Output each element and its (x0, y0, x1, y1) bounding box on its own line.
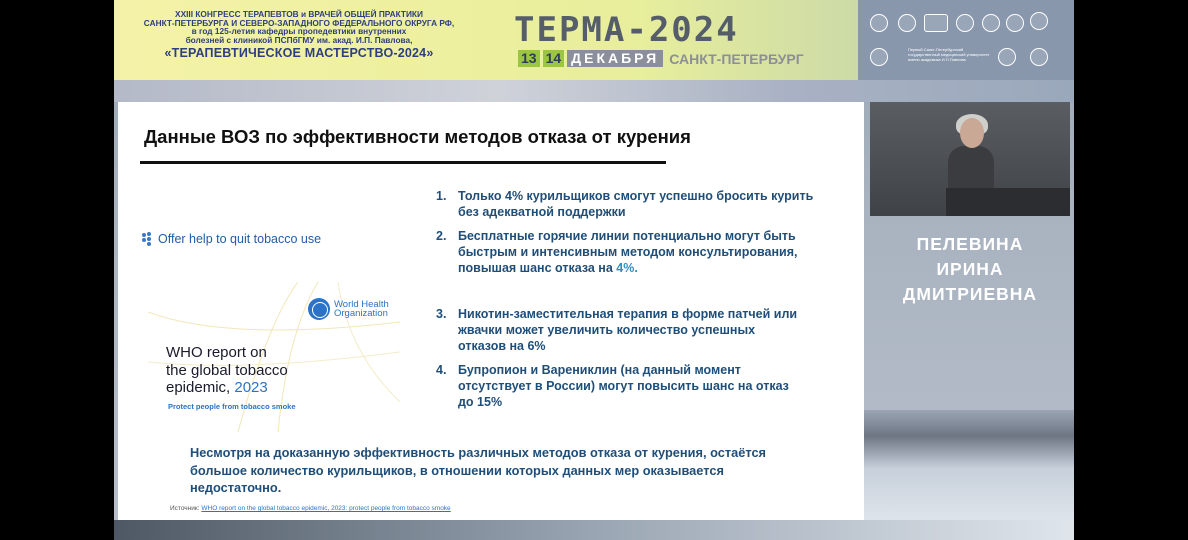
offer-help-banner (142, 232, 321, 246)
event-dates (518, 50, 804, 67)
congress-line: САНКТ-ПЕТЕРБУРГА И СЕВЕРО-ЗАПАДНОГО ФЕДЕРАЛЬНОГО ОКРУГА РФ, (143, 17, 455, 28)
speaker-name-line: ПЕЛЕВИНА (916, 234, 1024, 254)
congress-info (134, 10, 464, 60)
conclusion-text (190, 444, 810, 497)
who-dots-icon (142, 232, 152, 246)
list-item (436, 188, 813, 220)
conclusion-line: недостаточно. (190, 480, 282, 495)
list-text (458, 228, 797, 276)
who-name (334, 300, 389, 319)
list-text (458, 362, 789, 410)
who-report-cover (148, 282, 400, 432)
list-number: 1. (436, 189, 447, 203)
list-line: отказов на 6% (458, 339, 546, 353)
speaker-name-line: ДМИТРИЕВНА (902, 284, 1038, 304)
list-item (436, 362, 789, 410)
report-title-line: WHO report on (166, 344, 267, 361)
list-line: повышая шанс отказа на (458, 261, 617, 275)
partner-logo-icon (1030, 48, 1048, 66)
podium (946, 188, 1070, 216)
list-line: жвачки может увеличить количество успешных (458, 323, 756, 337)
list-line: до 15% (458, 395, 503, 409)
conclusion-line: Несмотря на доказанную эффективность различных методов отказа от курения, остаётся (190, 445, 767, 460)
list-number: 4. (436, 363, 447, 377)
source-label: Источник: (170, 505, 202, 512)
title-underline (140, 161, 666, 164)
source-citation (170, 505, 451, 512)
partner-logo-icon (956, 14, 974, 32)
who-logo (308, 298, 389, 320)
highlight-value: 4%. (616, 261, 638, 275)
report-year: 2023 (234, 379, 268, 396)
list-text (458, 188, 813, 220)
list-line: Только 4% курильщиков смогут успешно бросить курить (458, 189, 814, 203)
who-name-line: Organization (334, 308, 388, 319)
congress-line: XXIII КОНГРЕСС ТЕРАПЕВТОВ и ВРАЧЕЙ ОБЩЕЙ ПРАКТИКИ (175, 9, 423, 19)
partner-university-text: Первый Санкт-Петербургский государственный медицинский университет имени академика И.П.Павлова (908, 47, 990, 62)
partner-logo-icon (998, 48, 1016, 66)
speaker-video (870, 102, 1070, 216)
list-line: отсутствует в России) могут повысить шанс на отказ (458, 379, 789, 393)
list-line: Бупропион и Варениклин (на данный момент (458, 363, 741, 377)
offer-help-text: Offer help to quit tobacco use (158, 232, 322, 246)
event-logo: ТЕРМА-2024 (514, 10, 739, 50)
speaker-name (870, 232, 1070, 307)
slide-title: Данные ВОЗ по эффективности методов отказа от курения (144, 126, 691, 147)
source-link[interactable]: WHO report on the global tobacco epidemic, 2023: protect people from tobacco smoke (201, 505, 451, 512)
decorative-strip (114, 80, 1074, 102)
report-title (166, 344, 288, 397)
speaker-name-line: ИРИНА (936, 259, 1004, 279)
partner-logo-icon (1006, 14, 1024, 32)
date-day-2: 14 (543, 50, 565, 67)
event-city: САНКТ-ПЕТЕРБУРГ (669, 50, 804, 67)
list-number: 2. (436, 229, 447, 243)
congress-line: в год 125-летия кафедры пропедевтики внутренних (191, 26, 407, 37)
video-frame (114, 0, 1074, 540)
list-line: Бесплатные горячие линии потенциально могут быть (458, 229, 796, 243)
date-day-1: 13 (518, 50, 540, 67)
bottom-background (114, 520, 1074, 540)
list-line: Никотин-заместительная терапия в форме патчей или (458, 307, 798, 321)
congress-title: «ТЕРАПЕВТИЧЕСКОЕ МАСТЕРСТВО-2024» (164, 45, 434, 60)
list-line: без адекватной поддержки (458, 205, 626, 219)
report-title-line: the global tobacco (166, 361, 288, 379)
congress-line: болезней с клиникой ПСПбГМУ им. акад. И.П. Павлова, (185, 35, 413, 46)
date-month: ДЕКАБРЯ (567, 50, 663, 67)
conference-banner (114, 0, 1074, 80)
list-number: 3. (436, 307, 447, 321)
partner-logo-icon (870, 48, 888, 66)
list-line: быстрым и интенсивным методом консультирования, (458, 245, 798, 259)
partner-logo-icon (870, 14, 888, 32)
speaker-figure (948, 146, 994, 192)
partner-logo-icon (1030, 12, 1048, 30)
partner-logos (858, 0, 1074, 80)
conclusion-line: большое количество курильщиков, в отношении которых данных мер оказывается (190, 462, 724, 478)
presentation-slide (118, 102, 864, 520)
partner-logo-icon (924, 14, 948, 32)
list-item (436, 306, 797, 354)
list-text (458, 306, 797, 354)
report-title-line: epidemic, (166, 379, 231, 396)
who-emblem-icon (308, 298, 330, 320)
partner-logo-icon (898, 14, 916, 32)
report-subtitle: Protect people from tobacco smoke (168, 402, 296, 411)
speaker-head (960, 118, 984, 148)
list-item (436, 228, 797, 276)
who-name-line: World Health (334, 298, 389, 310)
partner-logo-icon (982, 14, 1000, 32)
